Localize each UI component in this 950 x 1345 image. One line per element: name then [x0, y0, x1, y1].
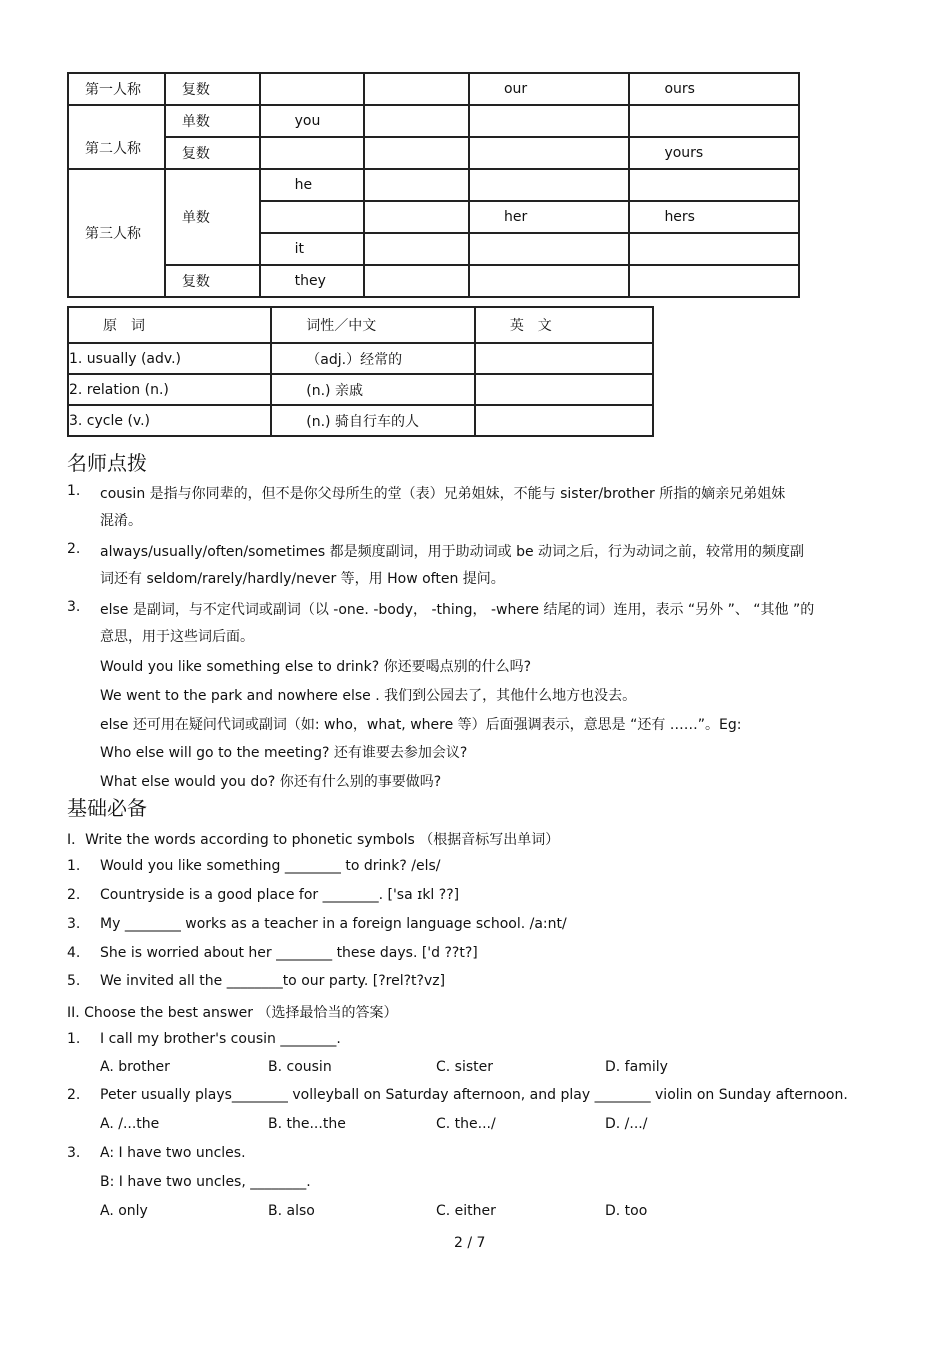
option: C. either — [436, 1203, 496, 1219]
option: C. sister — [436, 1059, 494, 1075]
question-text: Countryside is a good place for ________. ['sa ɪkl ??] — [100, 887, 460, 903]
option: B. cousin — [268, 1059, 332, 1075]
cell: hers — [629, 201, 799, 233]
option: A. brother — [100, 1059, 170, 1075]
option: A. only — [100, 1203, 148, 1219]
option: B. also — [268, 1203, 315, 1219]
part2-title: II. Choose the best answer （选择最恰当的答案） — [67, 1005, 398, 1021]
question-number: 4. — [67, 945, 81, 961]
pronoun-table — [67, 72, 800, 298]
cell: you — [260, 105, 365, 137]
cell: 3. cycle (v.) — [68, 405, 271, 436]
header-cell: 词性／中文 — [271, 307, 475, 343]
cell: our — [469, 73, 629, 105]
tip-line: always/usually/often/sometimes 都是频度副词，用于助动词或 be 动词之后，行为动词之前，较常用的频度副 — [100, 544, 805, 560]
cell: they — [260, 265, 365, 297]
cell: 1. usually (adv.) — [68, 343, 271, 374]
tip-line: 词还有 seldom/rarely/hardly/never 等，用 How often 提问。 — [100, 571, 505, 587]
cell: (n.) 骑自行车的人 — [271, 405, 475, 436]
cell: ours — [629, 73, 799, 105]
example-line: Would you like something else to drink? 你还要喝点别的什么吗? — [100, 659, 532, 675]
tip-line: 意思，用于这些词后面。 — [100, 629, 254, 645]
tip-number: 3. — [67, 599, 81, 615]
page-number: 2 / 7 — [454, 1235, 486, 1251]
tip-number: 1. — [67, 483, 81, 499]
question-text: Peter usually plays________ volleyball on Saturday afternoon, and play ________ violin on Sunday afternoon. — [100, 1087, 848, 1103]
cell: it — [260, 233, 365, 265]
tip-line: else 是副词，与不定代词或副词（以 -one. -body， -thing， -where 结尾的词）连用，表示 “另外 ”、 “其他 ”的 — [100, 602, 815, 618]
cell: 第一人称 — [68, 73, 165, 105]
question-number: 5. — [67, 973, 81, 989]
cell: 第二人称 — [68, 105, 165, 169]
cell: 第三人称 — [68, 169, 165, 297]
question-text: I call my brother's cousin ________. — [100, 1031, 341, 1047]
cell: 复数 — [165, 265, 260, 297]
question-text: My ________ works as a teacher in a foreign language school. /a:nt/ — [100, 916, 567, 932]
tip-number: 2. — [67, 541, 81, 557]
question-text: She is worried about her ________ these days. ['d ??t?] — [100, 945, 478, 961]
cell: 2. relation (n.) — [68, 374, 271, 405]
example-line: We went to the park and nowhere else . 我们到公园去了，其他什么地方也没去。 — [100, 688, 637, 704]
cell: 单数 — [165, 105, 260, 137]
question-number: 2. — [67, 887, 81, 903]
option: D. /.../ — [605, 1116, 648, 1132]
cell: he — [260, 169, 365, 201]
question-number: 2. — [67, 1087, 81, 1103]
option: B. the...the — [268, 1116, 346, 1132]
question-text: Would you like something ________ to drink? /els/ — [100, 858, 441, 874]
example-line: Who else will go to the meeting? 还有谁要去参加会议? — [100, 745, 468, 761]
cell: yours — [629, 137, 799, 169]
cell: 复数 — [165, 73, 260, 105]
option: A. /...the — [100, 1116, 160, 1132]
question-number: 3. — [67, 916, 81, 932]
option: D. family — [605, 1059, 668, 1075]
header-cell: 原 词 — [68, 307, 271, 343]
header-cell: 英 文 — [475, 307, 653, 343]
question-text: We invited all the ________to our party. [?rel?t?vz] — [100, 973, 446, 989]
question-text: B: I have two uncles, ________. — [100, 1174, 311, 1190]
cell: 复数 — [165, 137, 260, 169]
cell: (n.) 亲戚 — [271, 374, 475, 405]
example-line: else 还可用在疑问代词或副词（如: who，what, where 等）后面强调表示，意思是 “还有 ……”。Eg: — [100, 717, 742, 733]
question-number: 3. — [67, 1145, 81, 1161]
basics-heading: 基础必备 — [67, 796, 147, 820]
cell: 单数 — [165, 169, 260, 265]
option: D. too — [605, 1203, 648, 1219]
part1-title: I．Write the words according to phonetic symbols （根据音标写出单词） — [67, 832, 560, 848]
question-text: A: I have two uncles. — [100, 1145, 246, 1161]
question-number: 1. — [67, 858, 81, 874]
tip-line: cousin 是指与你同辈的，但不是你父母所生的堂（表）兄弟姐妹，不能与 sister/brother 所指的嫡亲兄弟姐妹 — [100, 486, 786, 502]
option: C. the.../ — [436, 1116, 496, 1132]
cell: her — [469, 201, 629, 233]
example-line: What else would you do? 你还有什么别的事要做吗? — [100, 774, 442, 790]
question-number: 1. — [67, 1031, 81, 1047]
vocab-table — [67, 306, 654, 437]
tips-heading: 名师点拨 — [67, 451, 147, 475]
cell: （adj.）经常的 — [271, 343, 475, 374]
tip-line: 混淆。 — [100, 513, 142, 529]
